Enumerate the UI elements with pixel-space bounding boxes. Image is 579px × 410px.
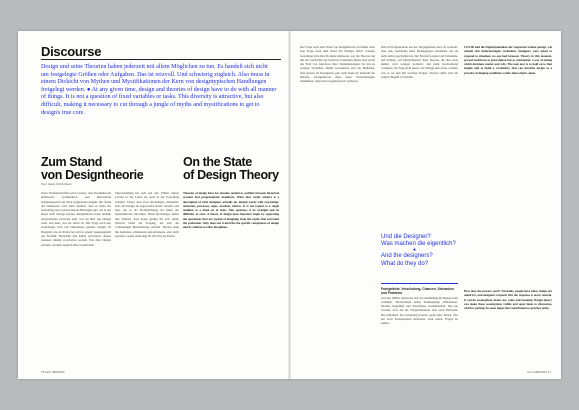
pull-quote-line: Was machen die eigentlich? (381, 241, 456, 248)
right-column-3-lower: How does the process work? Normally, people have ideas, things are asked for, and designers respond. But the response is never neutral. It carries assumptions about use, value and meaning. Design theory can make these assumptions visible and open them to discussion, which is perhaps its most important contribution to practice today. (464, 289, 552, 311)
folio-left: 76 form 289/2023 (41, 370, 65, 374)
magazine-spread (18, 31, 561, 379)
folio-right: form 289/2023 77 (527, 370, 551, 374)
right-column-3: COVID und die Eigendynamiken der Gegenwart haben gezeigt, wie schnell sich Anforderungen verändern. Designers were asked to respond to situations no one had foreseen. Theory, in this moment, proved useful not as prescription but as orientation: a way of asking which decisions matter and why. The task now is to hold on to that insight and to build a vocabulary that can describe design as a practice of shaping conditions rather than objects alone. (464, 45, 552, 75)
pull-quote (381, 234, 459, 268)
pull-quote-line: What do they do? (381, 260, 429, 267)
heading-german (41, 156, 143, 181)
heading-english-line: of Design Theory (183, 167, 279, 182)
heading-german-line: von Designtheorie (41, 167, 144, 182)
right-column-2: Durch Erfolgsmodelle aus der Vergangenheit wird oft verdeckt, dass jede Gestaltung unter Bedingungen stattfindet, die sie nicht selbst geschaffen hat. Der Entwurf reagiert auf Umstände, auf Zwänge, auf Möglichkeiten. Eine Theorie, die dies ernst nimmt, wird weniger normativ und mehr beschreibend verfahren. Sie fragt nicht zuerst, wie Design sein sollte, sondern was es tut und mit welchen Folgen. Daraus ergibt sich ein anderer Begriff von Kritik. (381, 45, 458, 80)
subsection (381, 287, 458, 373)
heading-english (183, 156, 279, 181)
section-title: Discourse (41, 44, 102, 59)
body-column-3: Theories of design have for decades tended to oscillate between historical account and programmatic manifesto. What they rarely achieve is a description of what designers actually do. Design works with everything: materials, processes, signs, markets, desires. It is not bound to a single medium or a fixed set of tasks. This openness is its strength and its difficulty at once. A theory of design must therefore begin by separating the operations that are typical of designing from the myths that surround the profession. Only then can it describe the specific competence of design and its relation to other disciplines. (183, 191, 279, 230)
divider-rule (381, 283, 458, 284)
subsection-heading: Fachgebiete, Verschulung, Chancen, Schranken und Probleme (381, 287, 454, 296)
pull-quote-line: Und die Designer? (381, 234, 431, 240)
body-column-2: Theoriebildung hat sich seit den 1960er Jahren sowohl in der Lehre als auch in der Forschung etabliert. Dabei sind zwei Richtungen erkennbar: eine, die Design als angewandte Kunst versteht, und eine, die es als Problemlösung im Sinne der Systemtheorie betrachtet. Beide Richtungen haben ihre Stärken, doch keine genügt für sich allein. Entwurf bleibt ein Vorgang, der sich der vollständigen Beschreibung entzieht. Theorie kann ihn begleiten, reflektieren und kritisieren, aber nicht ersetzen. Genau darin liegt ihr Wert für die Praxis. (115, 191, 179, 238)
heading-german-line: Zum Stand (41, 155, 102, 169)
top-rule (41, 59, 281, 60)
right-column-1: Die Frage nach dem Stand von Designtheorie ist immer auch eine Frage nach dem Stand des Designs selbst. Solange Gestaltung sich über Produkte definierte, war die Theorie eng mit der Geschichte der Industrie verbunden. Heute aber reicht das Feld von Interfaces über Dienstleistungen bis hin zu sozialen Systemen. Damit verschieben sich die Maßstäbe. Was gestern als Randgebiet galt, steht heute im Zentrum der Debatte. Designtheorie muss diese Verschiebungen aufnehmen, ohne ihren Gegenstand zu verlieren. (300, 45, 375, 84)
subsection-text: Seit den 1980er Jahren hat sich die Ausbildung im Design stark verändert. Hochschulen haben Studiengänge differenziert, Module eingeführt und Abschlüsse vereinheitlicht. Das hat Vorteile, etwa bei der Vergleichbarkeit, aber auch Nachteile: Die Offenheit, die Gestaltung braucht, gerät unter Druck. Wer nur noch Kompetenzen abarbeitet, lernt selten, Fragen zu stellen. (381, 295, 458, 326)
bullet-icon: ● (413, 247, 417, 254)
right-page (290, 31, 561, 379)
pull-quote-line: And the designers? (381, 253, 433, 260)
intro-text: Design und seine Theorien haben jederzeit mit allem Möglichen zu tun. Es handelt sich nicht um festgelegte Größen oder Aufgaben. Das ist reizvoll. Und schwierig zugleich. Also muss in einem Dickicht von Mythen und Mystifikationen der Kern von designtypischen Handlungen freigelegt werden. ● At any given time, design and theories of design have to do with all manner of things. It is not a question of fixed variables or tasks. This diversity is attractive, but also difficult, making it necessary to cut through a jungle of myths and mystifications to get to design's true core. (41, 64, 277, 116)
left-page (18, 31, 289, 379)
heading-english-line: On the State (183, 155, 252, 169)
body-column-1: Unter Fachzeitschriften wird erwartet, dass Designtheorie umfassend, systematisch und hinreichend beziehungsreich auf ihren Gegenstand eingeht. Der Stand der Diskussion wird darin deutlich, dass es Ziele der Gestaltung und vorherrschende Haltungen gibt, die in der Regel nicht befragt werden. Designtheorie muss deshalb unterscheiden zwischen dem, was sie über das Design weiß, und dem, was sie selbst ist. Die Frage nach den Grundlagen wird seit Jahrzehnten gestellt. Design als Disziplin wie als Praxis hat sich in einem Spannungsfeld aus Technik, Wirtschaft und Kultur entwickelt, dessen Grenzen ständig verschoben werden. Wer über Design schreibt, schreibt zugleich über Gesellschaft. (41, 191, 111, 247)
byline: Text: Hans Ulrich Reck (41, 182, 72, 186)
